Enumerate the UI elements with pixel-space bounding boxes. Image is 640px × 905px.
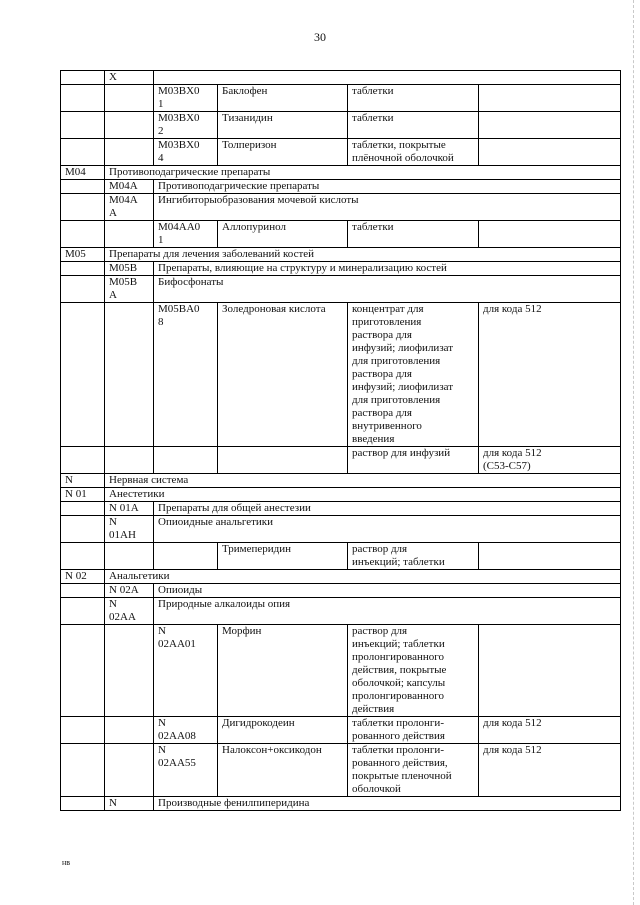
note-cell: для кода 512: [479, 303, 621, 447]
note-cell: для кода 512 (C53-C57): [479, 447, 621, 474]
note-cell: для кода 512: [479, 717, 621, 744]
subgroup-code-cell: N 02A: [105, 584, 154, 598]
dosage-form-cell: раствор для инъекций; таблетки: [348, 543, 479, 570]
table-row: [61, 303, 621, 447]
table-row: [61, 221, 621, 248]
scan-edge: [632, 0, 634, 905]
note-cell: для кода 512: [479, 744, 621, 797]
group-title-cell: Анальгетики: [105, 570, 621, 584]
table-row: [61, 71, 621, 85]
dosage-form-cell: раствор для инфузий: [348, 447, 479, 474]
dosage-form-cell: таблетки: [348, 85, 479, 112]
atc-code-cell: M03BX0 2: [154, 112, 218, 139]
group-title-cell: Противоподагрические препараты: [105, 166, 621, 180]
dosage-form-cell: таблетки: [348, 221, 479, 248]
atc-code-cell: M03BX0 4: [154, 139, 218, 166]
group-title-cell: Нервная система: [105, 474, 621, 488]
subgroup-title-cell: Ингибиторыобразования мочевой кислоты: [154, 194, 621, 221]
drug-name-cell: Морфин: [218, 625, 348, 717]
page-number: 30: [314, 30, 326, 44]
table-row: [61, 474, 621, 488]
subgroup-code-cell: N 02AA: [105, 598, 154, 625]
drug-name-cell: Баклофен: [218, 85, 348, 112]
table-row: [61, 194, 621, 221]
table-row: [61, 180, 621, 194]
subgroup-code-cell: N 01A: [105, 502, 154, 516]
table-row: [61, 248, 621, 262]
dosage-form-cell: таблетки пролонги- рованного действия: [348, 717, 479, 744]
drug-name-cell: Тизанидин: [218, 112, 348, 139]
table-row: [61, 543, 621, 570]
subgroup-title-cell: Опиоидные анальгетики: [154, 516, 621, 543]
atc-code-cell: N 02AA01: [154, 625, 218, 717]
atc-code-cell: M03BX0 1: [154, 85, 218, 112]
table-row: [61, 570, 621, 584]
table-row: [61, 447, 621, 474]
subgroup-title-cell: Противоподагрические препараты: [154, 180, 621, 194]
table-row: [61, 276, 621, 303]
subgroup-title-cell: Бифосфонаты: [154, 276, 621, 303]
drug-name-cell: Налоксон+оксикодон: [218, 744, 348, 797]
table-row: [61, 112, 621, 139]
table-row: [61, 584, 621, 598]
drug-name-cell: Тримеперидин: [218, 543, 348, 570]
group-title-cell: Анестетики: [105, 488, 621, 502]
subgroup-code-cell: M05B A: [105, 276, 154, 303]
table-row: [61, 744, 621, 797]
table-row: [61, 502, 621, 516]
table-row: [61, 797, 621, 811]
group-code-cell: N 02: [61, 570, 105, 584]
drug-name-cell: Толперизон: [218, 139, 348, 166]
table-row: [61, 598, 621, 625]
dosage-form-cell: таблетки, покрытые плёночной оболочкой: [348, 139, 479, 166]
dosage-form-cell: концентрат для приготовления раствора для инфузий; лиофилизат для приготовления раствора для инфузий; лиофилизат для приготовления раствора для внутривенного введения: [348, 303, 479, 447]
subgroup-code-cell: M04A: [105, 180, 154, 194]
table-row: [61, 139, 621, 166]
medication-table: [60, 70, 621, 811]
table-row: [61, 516, 621, 543]
drug-name-cell: Золедроновая кислота: [218, 303, 348, 447]
subgroup-title-cell: Препараты для общей анестезии: [154, 502, 621, 516]
dosage-form-cell: таблетки: [348, 112, 479, 139]
footer-mark: нв: [62, 858, 71, 867]
atc-code-cell: N 02AA08: [154, 717, 218, 744]
atc-code-cell: M04AA0 1: [154, 221, 218, 248]
atc-code-cell: N 02AA55: [154, 744, 218, 797]
table-row: [61, 717, 621, 744]
subgroup-title-cell: Природные алкалоиды опия: [154, 598, 621, 625]
subgroup-code-cell: N: [105, 797, 154, 811]
subgroup-code-cell: M05B: [105, 262, 154, 276]
subgroup-code-cell: M04A A: [105, 194, 154, 221]
subgroup-title-cell: Опиоиды: [154, 584, 621, 598]
group-code-cell: M04: [61, 166, 105, 180]
group-title-cell: Препараты для лечения заболеваний костей: [105, 248, 621, 262]
code-cell: X: [105, 71, 154, 85]
drug-name-cell: Аллопуринол: [218, 221, 348, 248]
table-row: [61, 166, 621, 180]
drug-name-cell: Дигидрокодеин: [218, 717, 348, 744]
group-code-cell: N 01: [61, 488, 105, 502]
subgroup-title-cell: Препараты, влияющие на структуру и минерализацию костей: [154, 262, 621, 276]
dosage-form-cell: таблетки пролонги- рованного действия, покрытые пленочной оболочкой: [348, 744, 479, 797]
table-row: [61, 262, 621, 276]
dosage-form-cell: раствор для инъекций; таблетки пролонгированного действия, покрытые оболочкой; капсулы пролонгированного действия: [348, 625, 479, 717]
group-code-cell: M05: [61, 248, 105, 262]
atc-code-cell: M05BA0 8: [154, 303, 218, 447]
table-row: [61, 625, 621, 717]
subgroup-code-cell: N 01AH: [105, 516, 154, 543]
subgroup-title-cell: Производные фенилпиперидина: [154, 797, 621, 811]
table-row: [61, 85, 621, 112]
table-row: [61, 488, 621, 502]
group-code-cell: N: [61, 474, 105, 488]
